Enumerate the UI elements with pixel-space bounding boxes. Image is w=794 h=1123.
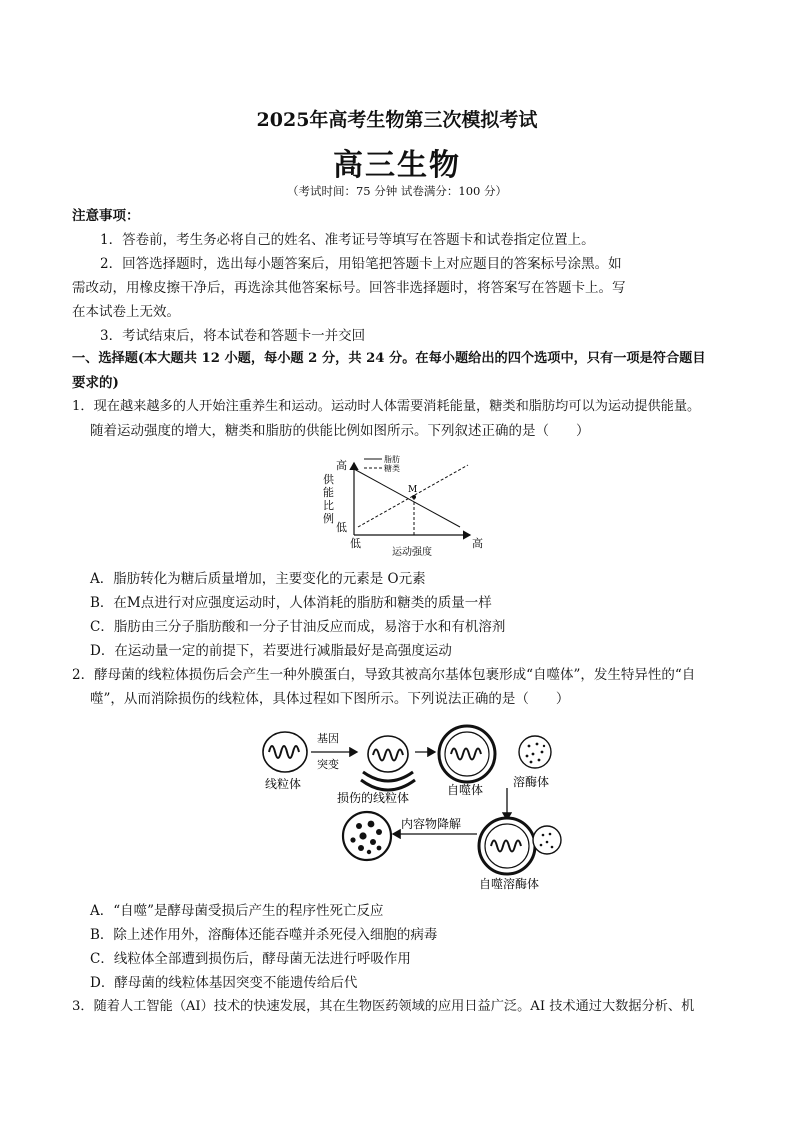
- y-axis-label-char-2: 能: [323, 486, 334, 499]
- legend-sugar-label: 糖类: [384, 464, 400, 473]
- gene-label: 基因: [317, 732, 339, 745]
- autophagy-diagram: [255, 722, 565, 892]
- autolysosome-icon: [479, 818, 561, 874]
- notice-item-2-line-1: 2．回答选择题时，选出每小题答案后，用铅笔把答题卡上对应题目的答案标号涂黑。如: [100, 256, 622, 272]
- notice-item-2-line-3: 在本试卷上无效。: [72, 304, 180, 320]
- lysosome-label: 溶酶体: [513, 775, 550, 789]
- y-axis-label-char-3: 比: [323, 499, 334, 512]
- mutation-label: 突变: [317, 758, 339, 771]
- x-low-label: 低: [350, 537, 361, 550]
- q1-option-d: D．在运动量一定的前提下，若要进行减脂最好是高强度运动: [90, 643, 452, 659]
- q2-stem-line-2: 噬”，从而消除损伤的线粒体，具体过程如下图所示。下列说法正确的是（ ）: [90, 691, 570, 707]
- mitochondrion-icon: [263, 732, 307, 772]
- q1-option-b: B．在M点进行对应强度运动时，人体消耗的脂肪和糖类的质量一样: [90, 595, 492, 611]
- q2-option-b: B．除上述作用外，溶酶体还能吞噬并杀死侵入细胞的病毒: [90, 927, 438, 943]
- q1-stem-line-1: 1．现在越来越多的人开始注重养生和运动。运动时人体需要消耗能量，糖类和脂肪均可以为运动提供能量。: [72, 399, 701, 414]
- legend-fat-label: 脂肪: [384, 455, 400, 464]
- y-low-label: 低: [336, 521, 347, 534]
- x-high-label: 高: [472, 537, 483, 550]
- autophagosome-icon: [439, 726, 495, 782]
- q2-option-d: D．酵母菌的线粒体基因突变不能遗传给后代: [90, 975, 358, 991]
- m-point: [412, 495, 416, 499]
- notice-heading: 注意事项：: [72, 208, 140, 224]
- mitochondrion-label: 线粒体: [265, 777, 302, 791]
- exam-info: （考试时间：75 分钟 试卷满分：100 分）: [286, 184, 508, 198]
- q1-stem-line-2: 随着运动强度的增大，糖类和脂肪的供能比例如图所示。下列叙述正确的是（ ）: [90, 423, 590, 439]
- degrade-label: 内容物降解: [401, 817, 462, 831]
- damaged-mitochondrion-label: 损伤的线粒体: [337, 791, 410, 805]
- q3-stem-line-1: 3．随着人工智能（AI）技术的快速发展，其在生物医药领域的应用日益广泛。AI 技术通过大数据分析、机: [72, 999, 695, 1014]
- damaged-mitochondrion-icon: [361, 736, 415, 790]
- notice-item-1: 1．答卷前，考生务必将自己的姓名、准考证号等填写在答题卡和试卷指定位置上。: [100, 232, 595, 248]
- q1-option-a: A．脂肪转化为糖后质量增加，主要变化的元素是 O元素: [90, 571, 426, 587]
- section-heading-line-2: 要求的): [72, 375, 119, 391]
- y-axis-label-char-4: 例: [323, 512, 334, 525]
- m-point-label: M: [408, 485, 418, 495]
- y-high-label: 高: [336, 459, 347, 472]
- energy-ratio-figure: [318, 447, 490, 559]
- q2-option-a: A．“自噬”是酵母菌受损后产生的程序性死亡反应: [90, 903, 384, 919]
- exam-title: 2025年高考生物第三次模拟考试: [256, 109, 538, 131]
- notice-item-2-line-2: 需改动，用橡皮擦干净后，再选涂其他答案标号。回答非选择题时，将答案写在答题卡上。写: [72, 280, 626, 296]
- q2-stem-line-1: 2．酵母菌的线粒体损伤后会产生一种外膜蛋白，导致其被高尔基体包裹形成“自噬体”，发生特异性的“自: [72, 667, 696, 683]
- notice-item-3: 3．考试结束后，将本试卷和答题卡一并交回: [100, 328, 366, 344]
- q2-option-c: C．线粒体全部遭到损伤后，酵母菌无法进行呼吸作用: [90, 951, 411, 967]
- q1-option-c: C．脂肪由三分子脂肪酸和一分子甘油反应而成，易溶于水和有机溶剂: [90, 619, 506, 635]
- degraded-contents-icon: [343, 812, 391, 860]
- x-axis-label: 运动强度: [392, 547, 432, 558]
- lysosome-icon: [519, 736, 551, 768]
- subject-title: 高三生物: [333, 148, 461, 183]
- y-axis-label-char-1: 供: [323, 473, 334, 486]
- autolysosome-label: 自噬溶酶体: [479, 877, 540, 891]
- fat-line: [354, 469, 460, 527]
- autophagosome-label: 自噬体: [447, 783, 484, 797]
- section-heading-line-1: 一、选择题(本大题共 12 小题，每小题 2 分，共 24 分。在每小题给出的四个选项中，只有一项是符合题目: [72, 351, 706, 366]
